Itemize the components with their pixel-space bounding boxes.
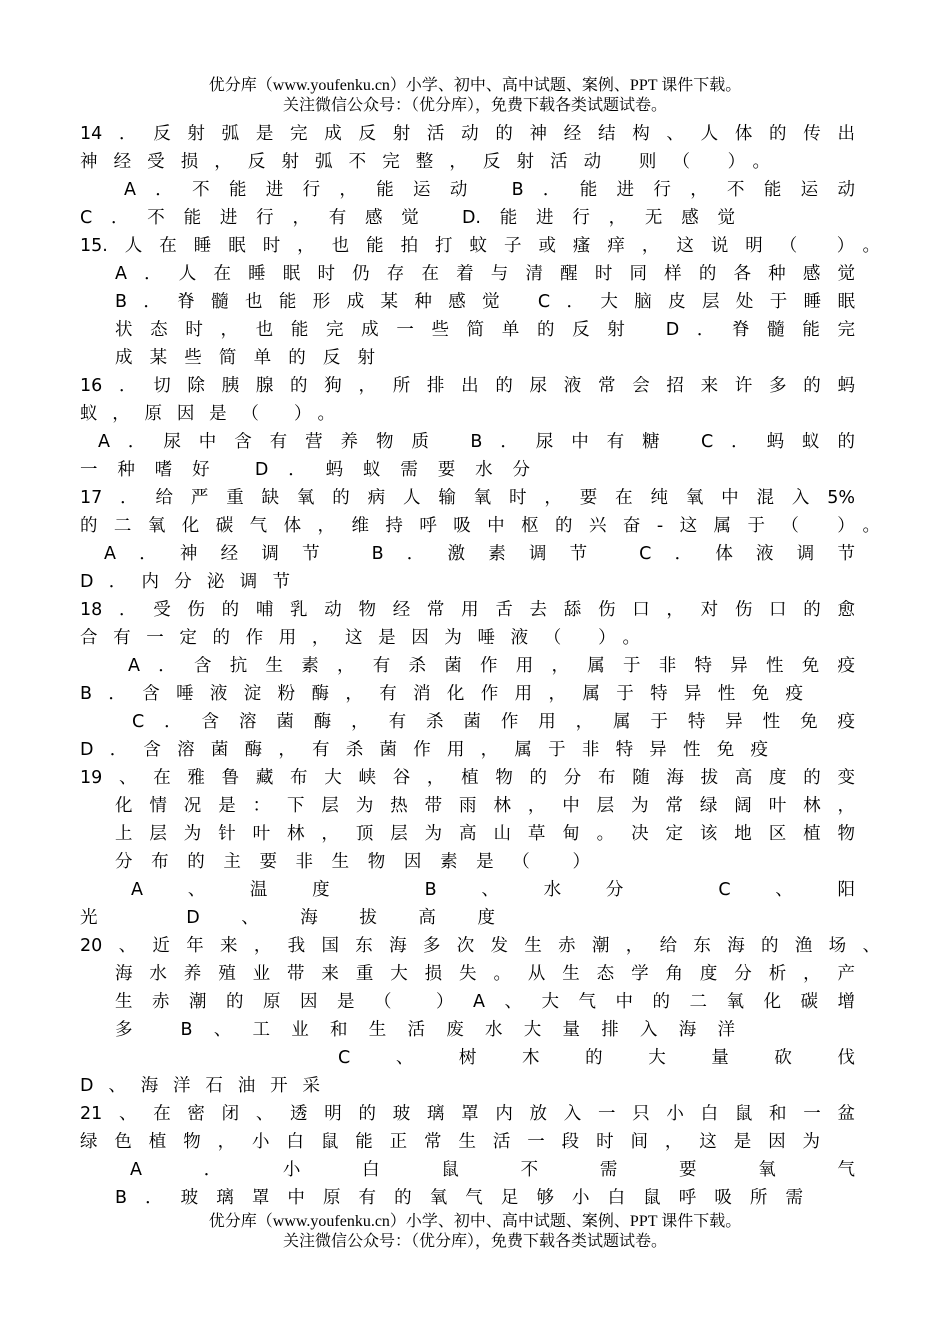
footer-line-2: 关注微信公众号：（优分库），免费下载各类试题试卷。 bbox=[282, 1233, 667, 1250]
question-16-line-2: 蚁，原因是（ ）。 bbox=[80, 404, 335, 424]
question-18-line-1: 18．受伤的哺乳动物经常用舌去舔伤口，对伤口的愈 bbox=[80, 600, 855, 620]
footer-line-1: 优分库（www.youfenku.cn）小学、初中、高中试题、案例、PPT 课件下载。 bbox=[208, 1213, 742, 1230]
question-17-line-1: 17．给严重缺氧的病人输氧时，要在纯氧中混入5% bbox=[80, 488, 855, 508]
question-19-line-3: 上层为针叶林，顶层为高山草甸。决定该地区植物 bbox=[115, 824, 855, 844]
question-20-option-c: C、树木的大量砍伐 bbox=[338, 1048, 855, 1068]
question-14-line-2: 神经受损，反射弧不完整，反射活动 则（ ）。 bbox=[80, 152, 770, 172]
question-15-line-1: 15.人在睡眠时，也能拍打蚊子或瘙痒，这说明（ ）。 bbox=[80, 236, 880, 256]
question-16-options-abc: A．尿中含有营养物质 B．尿中有糖 C．蚂蚁的 bbox=[98, 432, 855, 452]
question-19-line-1: 19、在雅鲁藏布大峡谷，植物的分布随海拔高度的变 bbox=[80, 768, 855, 788]
question-18-option-c: C．含溶菌酶，有杀菌作用，属于特异性免疫 bbox=[132, 712, 855, 732]
question-21-line-2: 绿色植物，小白鼠能正常生活一段时间，这是因为 bbox=[80, 1132, 820, 1152]
question-20-line-2: 海水养殖业带来重大损失。从生态学角度分析，产 bbox=[115, 964, 855, 984]
question-14-options-ab: A．不能进行，能运动 B．能进行，不能运动 bbox=[124, 180, 855, 200]
question-20-line-1: 20、近年来，我国东海多次发生赤潮，给东海的渔场、 bbox=[80, 936, 880, 956]
header-line-2: 关注微信公众号：（优分库），免费下载各类试题试卷。 bbox=[282, 97, 667, 114]
question-15-options-bc: B．脊髓也能形成某种感觉 C．大脑皮层处于睡眠 bbox=[115, 292, 855, 312]
question-17-line-2: 的二氧化碳气体，维持呼吸中枢的兴奋-这属于（ ）。 bbox=[80, 516, 880, 536]
question-14-line-1: 14．反射弧是完成反射活动的神经结构、人体的传出 bbox=[80, 124, 855, 144]
question-20-option-d: D、海洋石油开采 bbox=[80, 1076, 320, 1096]
question-15-option-a: A．人在睡眠时仍存在着与清醒时同样的各种感觉 bbox=[115, 264, 855, 284]
question-15-option-d-end: 成某些简单的反射 bbox=[115, 348, 375, 368]
question-19-options-abc: A、温度 B、水分 C、阳 bbox=[131, 880, 855, 900]
question-19-line-2: 化情况是：下层为热带雨林，中层为常绿阔叶林， bbox=[115, 796, 855, 816]
header-line-1: 优分库（www.youfenku.cn）小学、初中、高中试题、案例、PPT 课件下载。 bbox=[208, 77, 742, 94]
question-18-option-b: B．含唾液淀粉酶，有消化作用，属于特异性免疫 bbox=[80, 684, 803, 704]
question-19-line-4: 分布的主要非生物因素是（ ） bbox=[115, 852, 590, 872]
question-14-options-cd: C．不能进行，有感觉 D.能进行，无感觉 bbox=[80, 208, 735, 228]
question-21-option-a: A．小白鼠不需要氧气 bbox=[130, 1160, 855, 1180]
question-21-line-1: 21、在密闭、透明的玻璃罩内放入一只小白鼠和一盆 bbox=[80, 1104, 855, 1124]
question-20-option-b: 多 B、工业和生活废水大量排入海洋 bbox=[115, 1020, 735, 1040]
question-16-line-1: 16．切除胰腺的狗，所排出的尿液常会招来许多的蚂 bbox=[80, 376, 855, 396]
question-17-option-d: D．内分泌调节 bbox=[80, 572, 290, 592]
question-19-options-cd: 光 D、海拔高度 bbox=[80, 908, 495, 928]
question-15-options-cd: 状态时，也能完成一些简单的反射 D．脊髓能完 bbox=[115, 320, 855, 340]
question-21-option-b: B．玻璃罩中原有的氧气足够小白鼠呼吸所需 bbox=[115, 1188, 803, 1208]
question-16-options-cd: 一种嗜好 D．蚂蚁需要水分 bbox=[80, 460, 530, 480]
question-18-option-d: D．含溶菌酶，有杀菌作用，属于非特异性免疫 bbox=[80, 740, 768, 760]
question-17-options-abc: A．神经调节 B．激素调节 C．体液调节 bbox=[104, 544, 855, 564]
question-20-line-3: 生赤潮的原因是（ ）A、大气中的二氧化碳增 bbox=[115, 992, 855, 1012]
question-18-option-a: A．含抗生素，有杀菌作用，属于非特异性免疫 bbox=[128, 656, 855, 676]
question-18-line-2: 合有一定的作用，这是因为唾液（ ）。 bbox=[80, 628, 640, 648]
